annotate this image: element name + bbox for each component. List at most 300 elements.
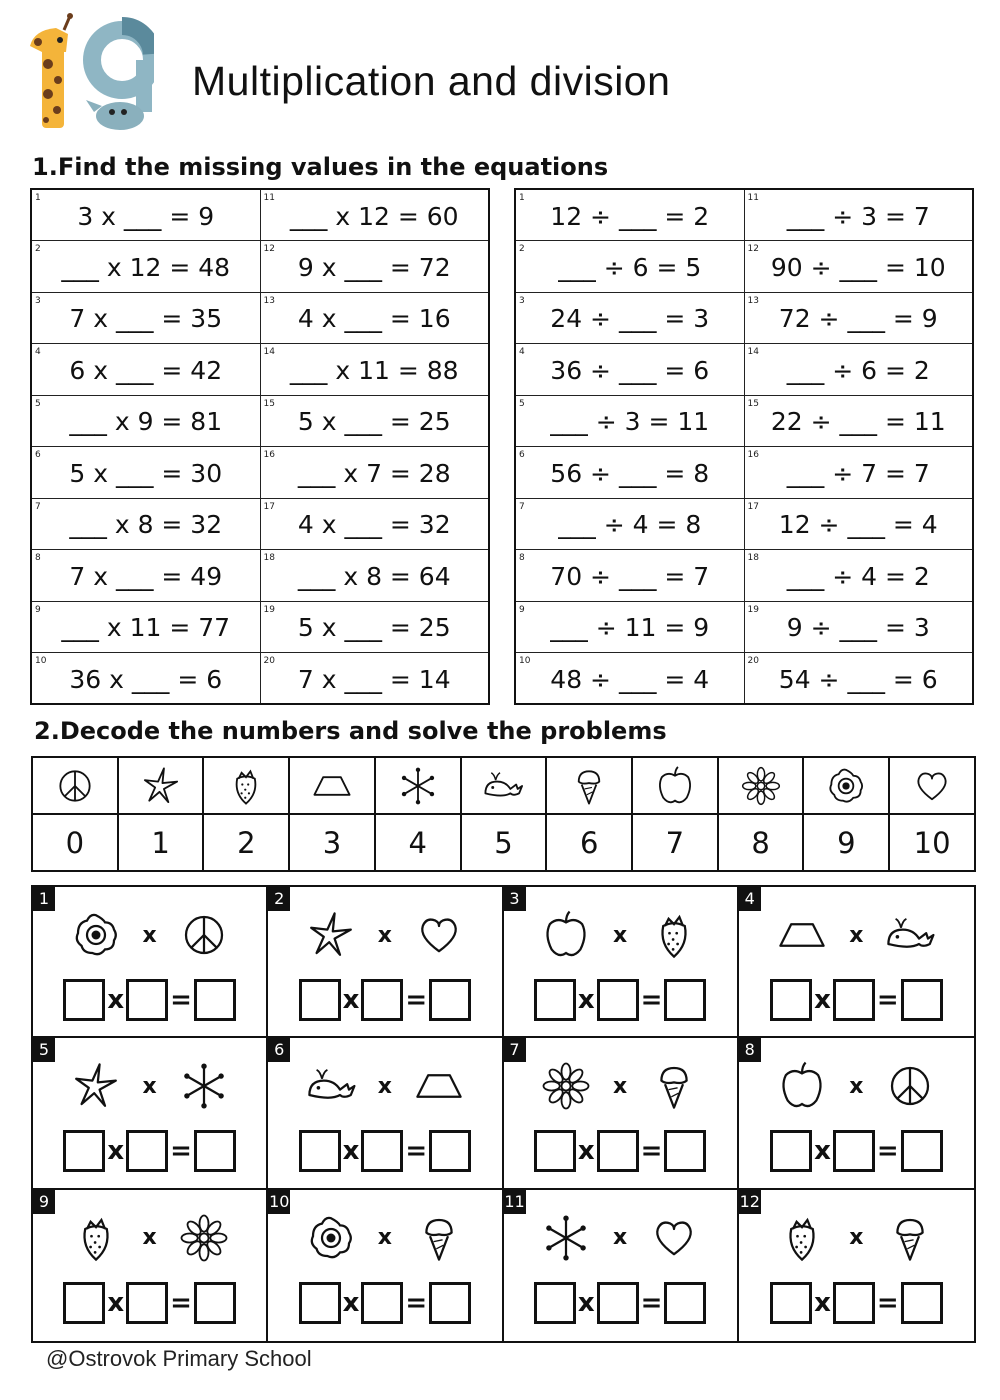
item-number: 19 xyxy=(263,604,275,615)
equation-cell[interactable] xyxy=(515,344,744,396)
problem-number: 3 xyxy=(504,887,526,911)
item-number: 15 xyxy=(747,398,759,409)
key-digit-cell: 6 xyxy=(546,814,632,871)
equation-cell[interactable] xyxy=(744,447,973,499)
answer-box-factor-1[interactable] xyxy=(63,1282,105,1324)
item-number: 7 xyxy=(35,501,41,512)
key-symbol-cell xyxy=(546,757,632,814)
answer-box-product[interactable] xyxy=(664,1282,706,1324)
equals-sign: = xyxy=(876,985,899,1015)
multiplication-table xyxy=(30,188,490,705)
answer-row xyxy=(33,1282,266,1324)
answer-box-product[interactable] xyxy=(429,979,471,1021)
answer-box-factor-2[interactable] xyxy=(833,1130,875,1172)
answer-box-factor-2[interactable] xyxy=(361,979,403,1021)
problem-number: 5 xyxy=(33,1038,55,1062)
times-sign: x xyxy=(814,1136,831,1167)
equation-text: ___ ÷ 4 = 2 xyxy=(786,561,930,591)
problem-icons xyxy=(33,905,266,965)
item-number: 16 xyxy=(263,450,275,460)
equation-text: 36 ÷ ___ = 6 xyxy=(550,355,710,385)
key-symbols-row xyxy=(32,757,975,814)
problem-icons xyxy=(739,1208,974,1268)
equation-row xyxy=(31,344,489,396)
answer-row xyxy=(268,1282,501,1324)
peace-icon xyxy=(883,1059,937,1113)
answer-box-factor-1[interactable] xyxy=(770,1130,812,1172)
equation-text: ___ ÷ 3 = 11 xyxy=(550,407,710,437)
icecream-icon xyxy=(647,1059,701,1113)
equation-text: 5 x ___ = 25 xyxy=(297,613,451,643)
heart-icon xyxy=(412,908,466,962)
equation-text: 7 x ___ = 14 xyxy=(297,664,451,694)
key-symbol-cell xyxy=(375,757,461,814)
problem-number: 4 xyxy=(739,887,761,911)
equation-cell[interactable] xyxy=(515,395,744,447)
problem-icons xyxy=(739,1056,974,1116)
equation-row xyxy=(515,344,973,396)
equation-text: 56 ÷ ___ = 8 xyxy=(550,458,710,488)
equation-cell[interactable] xyxy=(515,653,744,705)
equation-cell[interactable] xyxy=(260,601,489,653)
equation-text: 5 x ___ = 25 xyxy=(297,407,451,437)
strawberry-icon xyxy=(224,764,268,808)
equation-text: 4 x ___ = 32 xyxy=(297,510,451,540)
equation-row xyxy=(515,447,973,499)
snowflake-icon xyxy=(396,764,440,808)
item-number: 6 xyxy=(519,450,525,460)
answer-row xyxy=(504,1282,737,1324)
equation-text: 6 x ___ = 42 xyxy=(69,355,223,385)
times-sign: x xyxy=(377,1073,392,1099)
answer-box-factor-1[interactable] xyxy=(534,1130,576,1172)
key-symbol-cell xyxy=(118,757,204,814)
key-symbol-cell xyxy=(632,757,718,814)
equation-cell[interactable] xyxy=(31,498,260,550)
answer-box-factor-1[interactable] xyxy=(299,1130,341,1172)
key-symbol-cell xyxy=(461,757,547,814)
whale-icon xyxy=(883,908,937,962)
equation-cell[interactable] xyxy=(31,601,260,653)
equation-text: 12 ÷ ___ = 4 xyxy=(778,510,938,540)
item-number: 9 xyxy=(519,604,525,615)
times-sign: x xyxy=(613,1225,628,1251)
equation-text: ___ x 12 = 48 xyxy=(61,252,231,282)
item-number: 2 xyxy=(519,244,525,254)
snowflake-icon xyxy=(177,1059,231,1113)
answer-box-factor-1[interactable] xyxy=(63,1130,105,1172)
equation-text: ___ x 11 = 77 xyxy=(61,613,231,643)
item-number: 18 xyxy=(263,553,275,563)
item-number: 10 xyxy=(35,656,47,666)
answer-box-factor-2[interactable] xyxy=(597,1282,639,1324)
key-digit-cell: 0 xyxy=(32,814,118,871)
times-sign: x xyxy=(377,922,392,948)
answer-box-product[interactable] xyxy=(194,1282,236,1324)
trapezoid-icon xyxy=(310,764,354,808)
answer-box-product[interactable] xyxy=(901,1282,943,1324)
item-number: 14 xyxy=(747,347,759,357)
item-number: 15 xyxy=(263,398,275,409)
answer-box-product[interactable] xyxy=(429,1282,471,1324)
answer-box-factor-2[interactable] xyxy=(361,1130,403,1172)
key-digit-cell: 1 xyxy=(118,814,204,871)
problem-card xyxy=(268,887,503,1038)
problem-number: 6 xyxy=(268,1038,290,1062)
equation-text: 9 x ___ = 72 xyxy=(297,252,451,282)
equation-text: ___ ÷ 6 = 5 xyxy=(558,252,702,282)
problem-number: 12 xyxy=(739,1190,761,1214)
key-digit-cell: 7 xyxy=(632,814,718,871)
icecream-icon xyxy=(412,1211,466,1265)
division-table xyxy=(514,188,974,705)
equation-text: ___ x 9 = 81 xyxy=(69,407,223,437)
key-digit-cell: 9 xyxy=(803,814,889,871)
equation-row xyxy=(515,653,973,705)
answer-box-factor-2[interactable] xyxy=(833,1282,875,1324)
snowflake-icon xyxy=(539,1211,593,1265)
equation-text: 48 ÷ ___ = 4 xyxy=(550,664,710,694)
equation-cell[interactable] xyxy=(260,395,489,447)
equation-cell[interactable] xyxy=(260,498,489,550)
equation-cell[interactable] xyxy=(744,653,973,705)
problem-icons xyxy=(33,1208,266,1268)
equation-row xyxy=(31,653,489,705)
equation-cell[interactable] xyxy=(260,344,489,396)
answer-box-factor-1[interactable] xyxy=(770,1282,812,1324)
equals-sign: = xyxy=(170,1287,192,1318)
answer-box-factor-1[interactable] xyxy=(534,979,576,1021)
equation-cell[interactable] xyxy=(515,550,744,602)
equation-row xyxy=(31,601,489,653)
item-number: 6 xyxy=(35,450,41,460)
whale-icon xyxy=(304,1059,358,1113)
answer-box-product[interactable] xyxy=(194,1130,236,1172)
item-number: 9 xyxy=(35,604,41,615)
problem-number: 1 xyxy=(33,887,55,911)
times-sign: x xyxy=(849,1225,864,1251)
equation-row xyxy=(31,447,489,499)
key-digit-cell: 2 xyxy=(203,814,289,871)
footer-credit: @Ostrovok Primary School xyxy=(46,1346,312,1371)
times-sign: x xyxy=(107,985,125,1015)
equation-text: 12 ÷ ___ = 2 xyxy=(550,201,710,231)
problem-number: 11 xyxy=(504,1190,526,1214)
strawberry-icon xyxy=(69,1211,123,1265)
problem-number: 7 xyxy=(504,1038,526,1062)
section2-title: 2.Decode the numbers and solve the problems xyxy=(34,717,667,745)
problem-number: 8 xyxy=(739,1038,761,1062)
equation-cell[interactable] xyxy=(31,241,260,293)
equation-cell[interactable] xyxy=(515,447,744,499)
equation-row xyxy=(515,498,973,550)
equation-text: 22 ÷ ___ = 11 xyxy=(770,407,946,437)
answer-row xyxy=(739,1282,974,1324)
item-number: 8 xyxy=(519,553,525,563)
equation-text: ___ x 12 = 60 xyxy=(289,201,459,231)
giraffe-icon xyxy=(30,13,73,128)
problem-card xyxy=(268,1190,503,1341)
equation-row xyxy=(515,395,973,447)
section1-title: 1.Find the missing values in the equations xyxy=(32,153,609,181)
equation-cell[interactable] xyxy=(260,447,489,499)
answer-box-product[interactable] xyxy=(194,979,236,1021)
equals-sign: = xyxy=(405,1287,428,1318)
equals-sign: = xyxy=(405,1136,428,1167)
item-number: 3 xyxy=(519,295,525,306)
decode-key-table xyxy=(31,756,976,872)
answer-box-factor-2[interactable] xyxy=(361,1282,403,1324)
equation-cell[interactable] xyxy=(31,653,260,705)
times-sign: x xyxy=(613,1073,628,1099)
answer-box-product[interactable] xyxy=(429,1130,471,1172)
problem-icons xyxy=(504,1056,737,1116)
times-sign: x xyxy=(849,1073,864,1099)
equation-row xyxy=(31,189,489,241)
times-sign: x xyxy=(814,985,831,1015)
item-number: 5 xyxy=(35,398,41,409)
flower-icon xyxy=(69,908,123,962)
equals-sign: = xyxy=(876,1136,899,1167)
icecream-icon xyxy=(567,764,611,808)
apple-icon xyxy=(653,764,697,808)
equation-cell[interactable] xyxy=(260,189,489,241)
problem-icons xyxy=(268,1208,501,1268)
equation-text: ___ ÷ 11 = 9 xyxy=(550,613,710,643)
item-number: 11 xyxy=(263,193,275,203)
equation-row xyxy=(31,498,489,550)
equals-sign: = xyxy=(405,985,428,1015)
equation-cell[interactable] xyxy=(31,447,260,499)
equation-text: ___ ÷ 3 = 7 xyxy=(786,201,930,231)
equation-cell[interactable] xyxy=(744,601,973,653)
times-sign: x xyxy=(613,922,628,948)
item-number: 1 xyxy=(519,193,525,203)
problem-icons xyxy=(268,905,501,965)
trapezoid-icon xyxy=(412,1059,466,1113)
answer-row xyxy=(268,1130,501,1172)
equals-sign: = xyxy=(640,985,663,1015)
answer-box-factor-1[interactable] xyxy=(534,1282,576,1324)
star-icon xyxy=(304,908,358,962)
item-number: 17 xyxy=(263,501,275,512)
problem-card xyxy=(504,887,739,1038)
answer-row xyxy=(33,979,266,1021)
problem-card xyxy=(504,1190,739,1341)
logo-number-19 xyxy=(24,12,154,134)
times-sign: x xyxy=(577,1136,595,1167)
equation-cell[interactable] xyxy=(744,292,973,344)
equation-cell[interactable] xyxy=(744,395,973,447)
equation-cell[interactable] xyxy=(260,292,489,344)
problem-number: 10 xyxy=(268,1190,290,1214)
item-number: 5 xyxy=(519,398,525,409)
item-number: 11 xyxy=(747,193,759,203)
flower-icon xyxy=(824,764,868,808)
equation-cell[interactable] xyxy=(31,395,260,447)
apple-icon xyxy=(775,1059,829,1113)
flower-icon xyxy=(304,1211,358,1265)
answer-box-product[interactable] xyxy=(664,1130,706,1172)
times-sign: x xyxy=(342,985,360,1015)
equation-row xyxy=(31,241,489,293)
item-number: 2 xyxy=(35,244,41,254)
key-digit-cell: 8 xyxy=(718,814,804,871)
whale-icon xyxy=(481,764,525,808)
key-digit-cell: 4 xyxy=(375,814,461,871)
equation-text: 54 ÷ ___ = 6 xyxy=(778,664,938,694)
key-digit-cell: 10 xyxy=(889,814,975,871)
answer-box-factor-1[interactable] xyxy=(299,1282,341,1324)
answer-box-factor-2[interactable] xyxy=(126,1282,168,1324)
key-symbol-cell xyxy=(203,757,289,814)
equation-text: 70 ÷ ___ = 7 xyxy=(550,561,710,591)
answer-row xyxy=(739,979,974,1021)
equation-text: ___ x 8 = 64 xyxy=(297,561,451,591)
equation-cell[interactable] xyxy=(744,344,973,396)
problem-card xyxy=(739,1038,974,1189)
equals-sign: = xyxy=(170,985,192,1015)
key-digit-cell: 3 xyxy=(289,814,375,871)
equation-text: 4 x ___ = 16 xyxy=(297,304,451,334)
answer-box-factor-1[interactable] xyxy=(770,979,812,1021)
equation-cell[interactable] xyxy=(260,653,489,705)
equation-cell[interactable] xyxy=(515,292,744,344)
equation-cell[interactable] xyxy=(260,550,489,602)
peace-icon xyxy=(53,764,97,808)
equation-cell[interactable] xyxy=(515,498,744,550)
item-number: 20 xyxy=(263,656,275,666)
item-number: 4 xyxy=(35,347,41,357)
item-number: 8 xyxy=(35,553,41,563)
problem-card xyxy=(268,1038,503,1189)
equation-text: ___ ÷ 4 = 8 xyxy=(558,510,702,540)
equation-cell[interactable] xyxy=(744,498,973,550)
equation-text: 36 x ___ = 6 xyxy=(69,664,223,694)
item-number: 13 xyxy=(263,295,275,306)
answer-box-factor-2[interactable] xyxy=(126,979,168,1021)
daisy-icon xyxy=(739,764,783,808)
answer-box-product[interactable] xyxy=(664,979,706,1021)
problem-icons xyxy=(504,905,737,965)
equation-text: ___ ÷ 6 = 2 xyxy=(786,355,930,385)
equation-cell[interactable] xyxy=(31,550,260,602)
equation-cell[interactable] xyxy=(260,241,489,293)
equation-text: ___ x 8 = 32 xyxy=(69,510,223,540)
icecream-icon xyxy=(883,1211,937,1265)
item-number: 10 xyxy=(519,656,531,666)
key-symbol-cell xyxy=(889,757,975,814)
item-number: 17 xyxy=(747,501,759,512)
equation-text: ___ x 7 = 28 xyxy=(297,458,451,488)
problem-card xyxy=(33,1038,268,1189)
answer-box-factor-2[interactable] xyxy=(597,979,639,1021)
times-sign: x xyxy=(342,1287,360,1318)
answer-box-factor-1[interactable] xyxy=(63,979,105,1021)
equals-sign: = xyxy=(640,1136,663,1167)
equation-cell[interactable] xyxy=(515,601,744,653)
answer-row xyxy=(268,979,501,1021)
heart-icon xyxy=(910,764,954,808)
strawberry-icon xyxy=(647,908,701,962)
item-number: 14 xyxy=(263,347,275,357)
times-sign: x xyxy=(142,1073,157,1099)
answer-box-factor-1[interactable] xyxy=(299,979,341,1021)
heart-icon xyxy=(647,1211,701,1265)
answer-box-factor-2[interactable] xyxy=(597,1130,639,1172)
times-sign: x xyxy=(377,1225,392,1251)
answer-box-factor-2[interactable] xyxy=(126,1130,168,1172)
equation-cell[interactable] xyxy=(515,189,744,241)
answer-row xyxy=(504,1130,737,1172)
problem-card xyxy=(504,1038,739,1189)
item-number: 19 xyxy=(747,604,759,615)
daisy-icon xyxy=(539,1059,593,1113)
equation-text: 7 x ___ = 35 xyxy=(69,304,223,334)
equation-row xyxy=(31,395,489,447)
key-symbol-cell xyxy=(289,757,375,814)
times-sign: x xyxy=(849,922,864,948)
answer-row xyxy=(33,1130,266,1172)
equation-text: 72 ÷ ___ = 9 xyxy=(778,304,938,334)
answer-row xyxy=(739,1130,974,1172)
problem-number: 9 xyxy=(33,1190,55,1214)
equation-text: 3 x ___ = 9 xyxy=(77,201,215,231)
equation-cell[interactable] xyxy=(744,189,973,241)
answer-box-product[interactable] xyxy=(901,979,943,1021)
equation-cell[interactable] xyxy=(744,241,973,293)
times-sign: x xyxy=(142,1225,157,1251)
equation-text: 90 ÷ ___ = 10 xyxy=(770,252,946,282)
times-sign: x xyxy=(577,985,595,1015)
key-symbol-cell xyxy=(803,757,889,814)
times-sign: x xyxy=(107,1136,125,1167)
times-sign: x xyxy=(107,1287,125,1318)
equation-cell[interactable] xyxy=(31,189,260,241)
answer-box-product[interactable] xyxy=(901,1130,943,1172)
problem-card xyxy=(33,1190,268,1341)
equation-row xyxy=(515,601,973,653)
equation-row xyxy=(515,189,973,241)
star-icon xyxy=(139,764,183,808)
equals-sign: = xyxy=(876,1287,899,1318)
equation-row xyxy=(515,292,973,344)
problem-icons xyxy=(33,1056,266,1116)
item-number: 4 xyxy=(519,347,525,357)
answer-row xyxy=(504,979,737,1021)
daisy-icon xyxy=(177,1211,231,1265)
equation-cell[interactable] xyxy=(31,292,260,344)
times-sign: x xyxy=(814,1287,831,1318)
equation-text: 5 x ___ = 30 xyxy=(69,458,223,488)
problem-icons xyxy=(268,1056,501,1116)
answer-box-factor-2[interactable] xyxy=(833,979,875,1021)
equation-cell[interactable] xyxy=(515,241,744,293)
problem-card xyxy=(739,1190,974,1341)
problem-icons xyxy=(739,905,974,965)
item-number: 16 xyxy=(747,450,759,460)
equation-cell[interactable] xyxy=(744,550,973,602)
trapezoid-icon xyxy=(775,908,829,962)
times-sign: x xyxy=(342,1136,360,1167)
equation-cell[interactable] xyxy=(31,344,260,396)
item-number: 20 xyxy=(747,656,759,666)
item-number: 7 xyxy=(519,501,525,512)
problem-number: 2 xyxy=(268,887,290,911)
item-number: 13 xyxy=(747,295,759,306)
equation-row xyxy=(31,292,489,344)
problem-card xyxy=(33,887,268,1038)
